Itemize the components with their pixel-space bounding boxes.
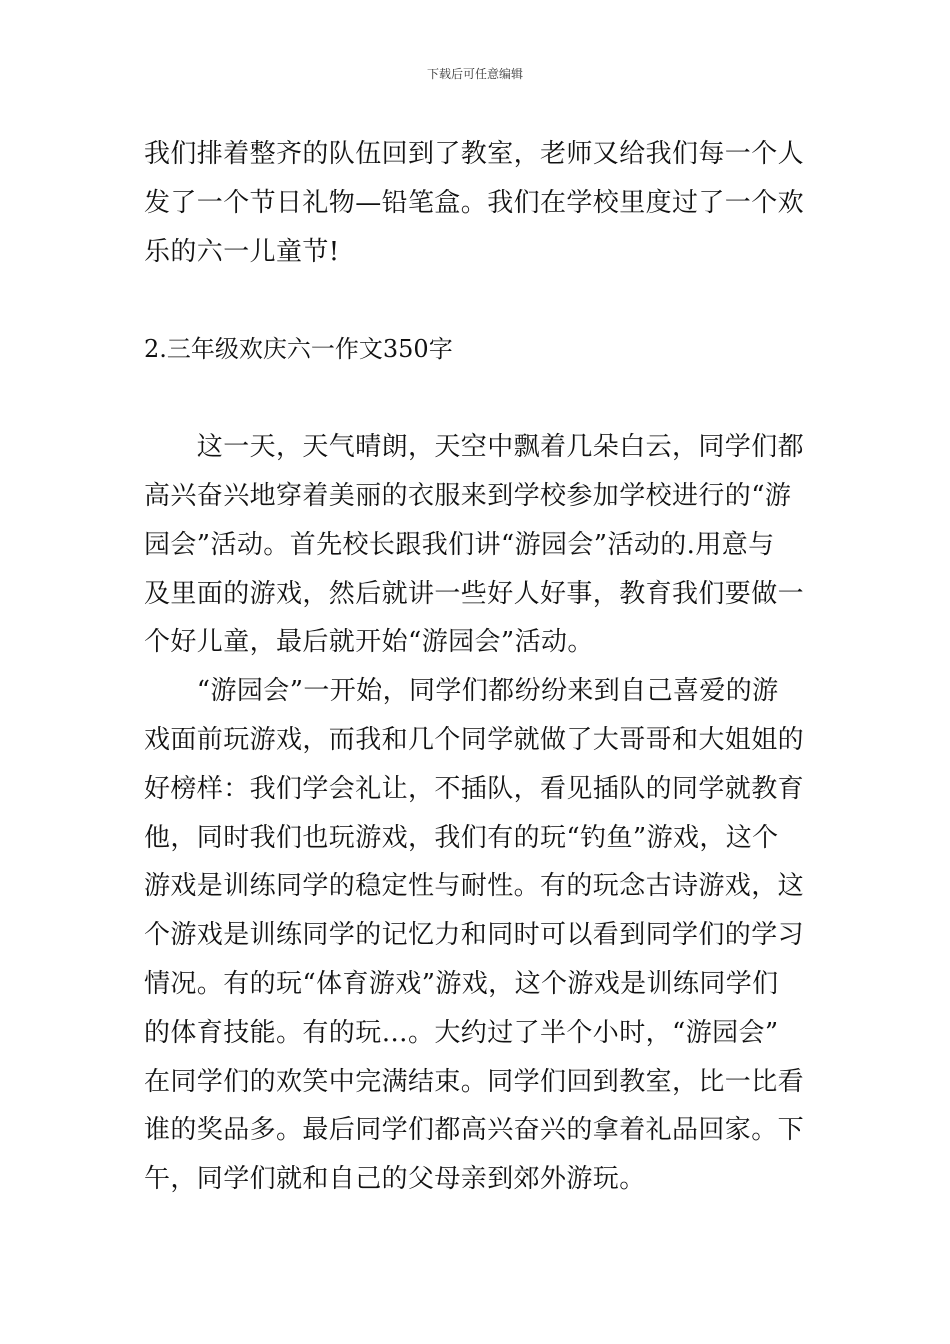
text-line: 我们排着整齐的队伍回到了教室，老师又给我们每一个人 bbox=[144, 139, 805, 169]
paragraph-1 bbox=[144, 130, 812, 276]
text-line: 这一天，天气晴朗，天空中飘着几朵白云，同学们都 bbox=[144, 432, 805, 463]
text-line: 谁的奖品多。最后同学们都高兴奋兴的拿着礼品回家。下 bbox=[144, 1115, 805, 1146]
document-body bbox=[144, 130, 812, 1204]
text-line: 高兴奋兴地穿着美丽的衣服来到学校参加学校进行的“游 bbox=[144, 480, 792, 511]
text-line: 园会”活动。首先校长跟我们讲“游园会”活动的.用意与 bbox=[144, 529, 775, 560]
text-line: 及里面的游戏，然后就讲一些好人好事，教育我们要做一 bbox=[144, 578, 805, 609]
text-line: 的体育技能。有的玩…。大约过了半个小时，“游园会” bbox=[144, 1017, 779, 1048]
text-line: 发了一个节日礼物—铅笔盒。我们在学校里度过了一个欢 bbox=[144, 187, 805, 218]
text-line: 好榜样：我们学会礼让，不插队，看见插队的同学就教育 bbox=[144, 773, 805, 804]
text-line: 戏面前玩游戏，而我和几个同学就做了大哥哥和大姐姐的 bbox=[144, 724, 805, 755]
section-heading: 2.三年级欢庆六一作文350字 bbox=[144, 335, 453, 364]
text-line: 在同学们的欢笑中完满结束。同学们回到教室，比一比看 bbox=[144, 1066, 805, 1097]
paragraph-spacer bbox=[144, 374, 812, 423]
text-line: “游园会”一开始，同学们都纷纷来到自己喜爱的游 bbox=[144, 676, 779, 707]
text-line: 乐的六一儿童节! bbox=[144, 236, 340, 267]
paragraph-2 bbox=[144, 423, 812, 667]
paragraph-3 bbox=[144, 667, 812, 1204]
text-line: 他，同时我们也玩游戏，我们有的玩“钓鱼”游戏，这个 bbox=[144, 822, 779, 853]
text-line: 个好儿童，最后就开始“游园会”活动。 bbox=[144, 627, 594, 658]
text-line: 午，同学们就和自己的父母亲到郊外游玩。 bbox=[144, 1164, 646, 1195]
text-line: 个游戏是训练同学的记忆力和同时可以看到同学们的学习 bbox=[144, 920, 805, 951]
paragraph-spacer bbox=[144, 276, 812, 325]
text-line: 情况。有的玩“体育游戏”游戏，这个游戏是训练同学们 bbox=[144, 968, 779, 999]
text-line: 游戏是训练同学的稳定性与耐性。有的玩念古诗游戏，这 bbox=[144, 871, 805, 902]
page-header: 下载后可任意编辑 bbox=[426, 67, 523, 81]
